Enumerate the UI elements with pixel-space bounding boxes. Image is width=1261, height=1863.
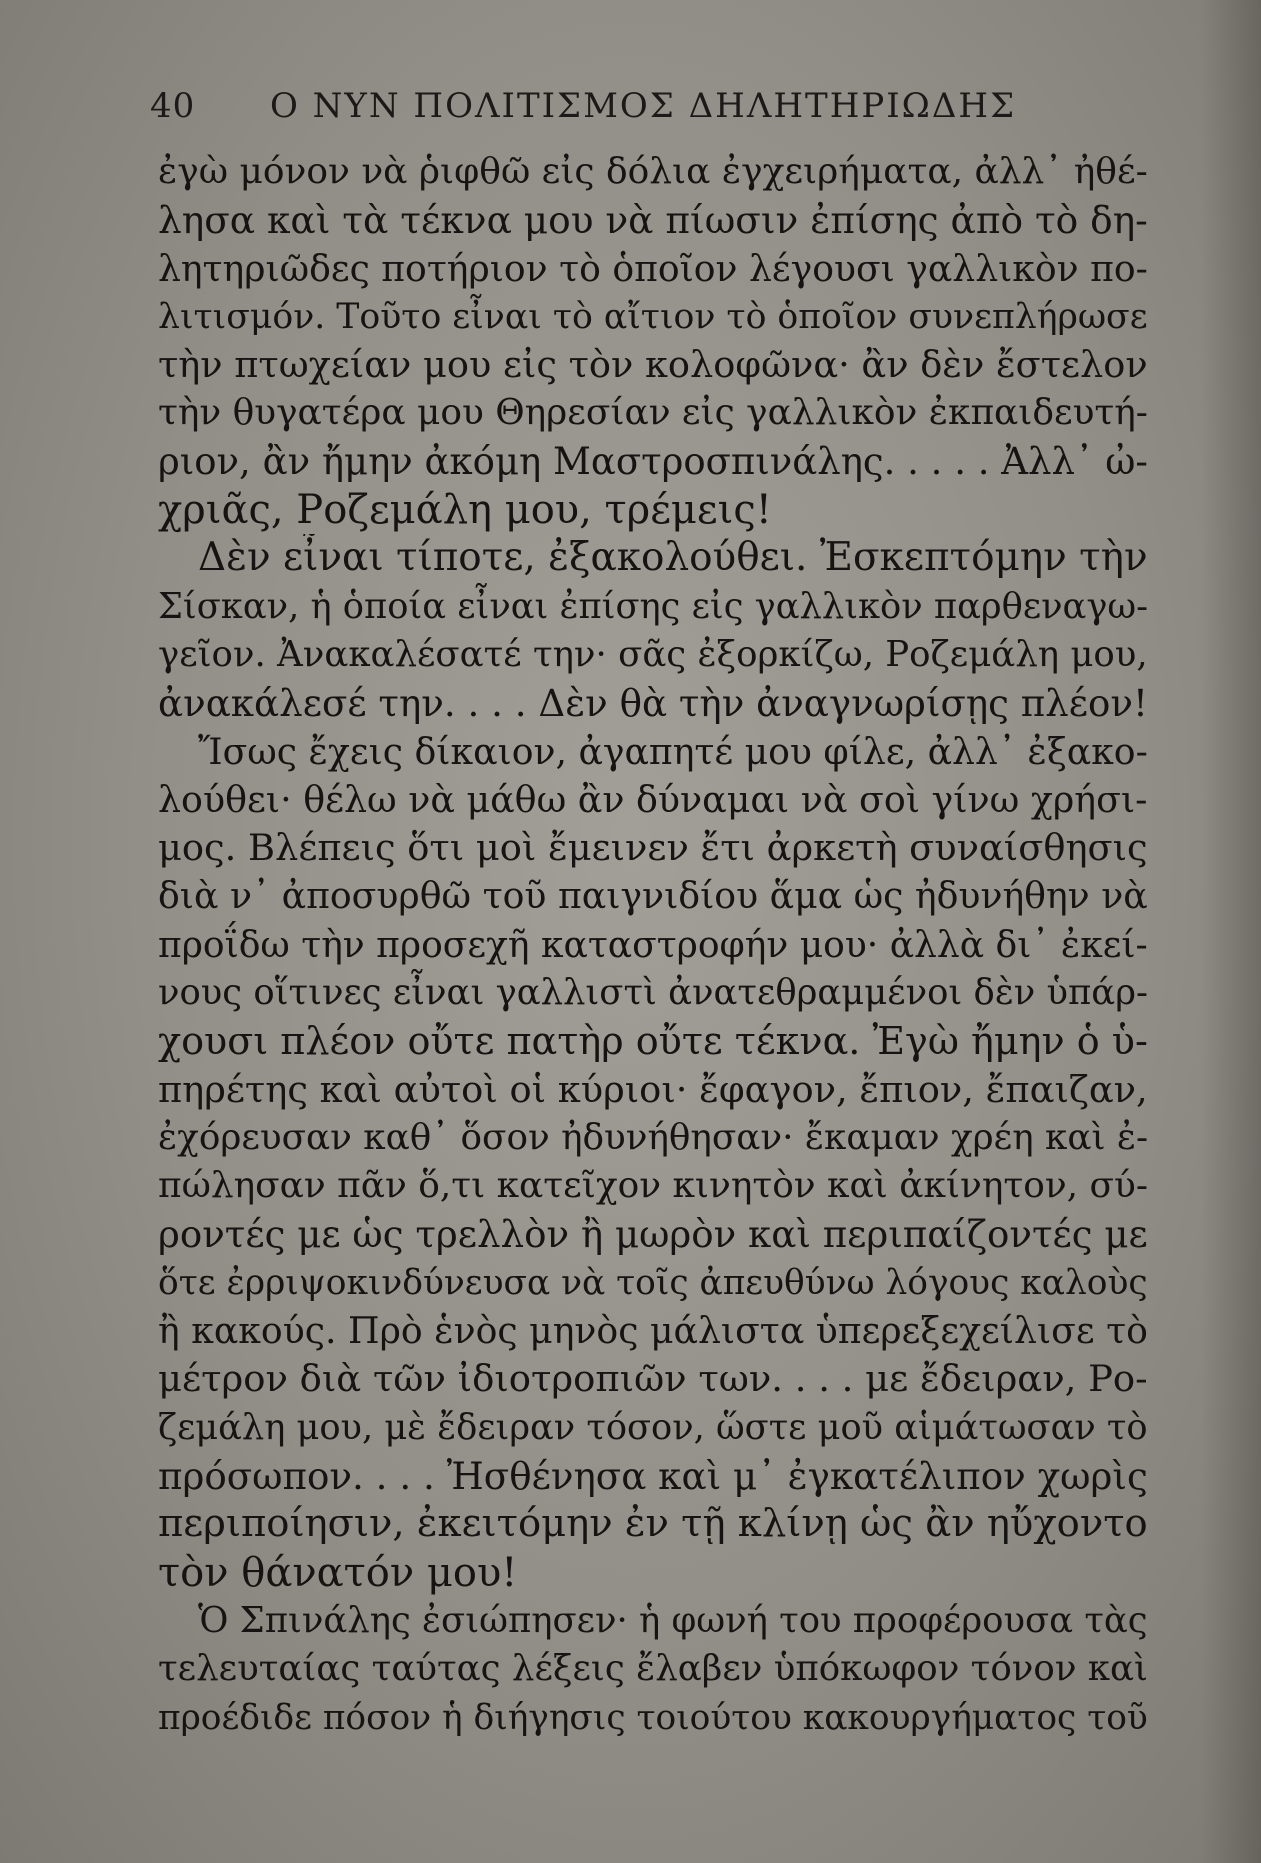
text-line: ριον, ἂν ἤμην ἀκόμη Μαστροσπινάλης. . . . . Ἀλλ᾽ ὠ- <box>158 439 1148 483</box>
text-line: ὅτε ἐρριψοκινδύνευσα νὰ τοῖς ἀπευθύνω λόγους καλοὺς <box>158 1262 1148 1303</box>
text-line: πώλησαν πᾶν ὅ,τι κατεῖχον κινητὸν καὶ ἀκίνητον, σύ- <box>158 1165 1148 1207</box>
text-line: ροντές με ὡς τρελλὸν ἢ μωρὸν καὶ περιπαίζοντές με <box>158 1212 1148 1256</box>
text-line: προΐδω τὴν προσεχῆ καταστροφήν μου· ἀλλὰ δι᾽ ἐκεί- <box>158 923 1148 966</box>
running-title: Ο ΝΥΝ ΠΟΛΙΤΙΣΜΟΣ ΔΗΛΗΤΗΡΙΩΔΗΣ <box>270 86 1017 126</box>
body-text <box>158 148 1148 1742</box>
text-line: τὴν πτωχείαν μου εἰς τὸν κολοφῶνα· ἂν δὲν ἔστελον <box>158 343 1148 387</box>
text-line: ἀνακάλεσέ την. . . . Δὲν θὰ τὴν ἀναγνωρίσῃς πλέον! <box>158 681 1148 726</box>
text-line: λησα καὶ τὰ τέκνα μου νὰ πίωσιν ἐπίσης ἀπὸ τὸ δη- <box>158 198 1148 243</box>
text-line: λητηριῶδες ποτήριον τὸ ὁποῖον λέγουσι γαλλικὸν πο- <box>158 246 1148 290</box>
text-line: Ὁ Σπινάλης ἐσιώπησεν· ἡ φωνή του προφέρουσα τὰς <box>198 1599 1148 1641</box>
text-line: τὸν θάνατόν μου! <box>158 1549 518 1596</box>
text-line: προέδιδε πόσον ἡ διήγησις τοιούτου κακουργήματος τοῦ <box>158 1697 1148 1738</box>
text-line: μέτρον διὰ τῶν ἰδιοτροπιῶν των. . . . με ἔδειραν, Ρο- <box>158 1357 1148 1401</box>
text-line: ἐχόρευσαν καθ᾽ ὅσον ἠδυνήθησαν· ἔκαμαν χρέη καὶ ἐ- <box>158 1116 1148 1158</box>
page-number: 40 <box>150 86 196 126</box>
text-line: ἢ κακούς. Πρὸ ἑνὸς μηνὸς μάλιστα ὑπερεξεχείλισε τὸ <box>158 1309 1148 1353</box>
text-line: περιποίησιν, ἐκειτόμην ἐν τῇ κλίνῃ ὡς ἂν ηὔχοντο <box>158 1501 1148 1547</box>
text-line: τὴν θυγατέρα μου Θηρεσίαν εἰς γαλλικὸν ἐκπαιδευτή- <box>158 392 1148 434</box>
text-line: Δὲν εἶναι τίποτε, ἐξακολούθει. Ἐσκεπτόμην τὴν <box>198 535 1148 581</box>
text-line: Ἴσως ἔχεις δίκαιον, ἀγαπητέ μου φίλε, ἀλλ᾽ ἐξακο- <box>198 729 1148 773</box>
text-line: γεῖον. Ἀνακαλέσατέ την· σᾶς ἐξορκίζω, Ροζεμάλη μου, <box>158 633 1148 675</box>
text-line: πρόσωπον. . . . Ἠσθένησα καὶ μ᾽ ἐγκατέλιπον χωρὶς <box>158 1454 1148 1499</box>
page-header <box>150 86 1110 136</box>
text-line: λούθει· θέλω νὰ μάθω ἂν δύναμαι νὰ σοὶ γίνω χρήσι- <box>158 777 1148 821</box>
text-line: λιτισμόν. Τοῦτο εἶναι τὸ αἴτιον τὸ ὁποῖον συνεπλήρωσε <box>158 296 1148 337</box>
text-line: χουσι πλέον οὔτε πατὴρ οὔτε τέκνα. Ἐγὼ ἤμην ὁ ὑ- <box>158 1019 1148 1064</box>
text-line: ζεμάλη μου, μὲ ἔδειραν τόσον, ὥστε μοῦ αἱμάτωσαν τὸ <box>158 1406 1148 1448</box>
text-line: διὰ ν᾽ ἀποσυρθῶ τοῦ παιγνιδίου ἅμα ὡς ἠδυνήθην νὰ <box>158 874 1148 918</box>
text-line: μος. Βλέπεις ὅτι μοὶ ἔμεινεν ἔτι ἀρκετὴ συναίσθησις <box>158 826 1148 870</box>
text-line: Σίσκαν, ἡ ὁποία εἶναι ἐπίσης εἰς γαλλικὸν παρθεναγω- <box>158 585 1148 627</box>
text-line: νους οἵτινες εἶναι γαλλιστὶ ἀνατεθραμμένοι δὲν ὑπάρ- <box>158 972 1148 1014</box>
text-line: πηρέτης καὶ αὐτοὶ οἱ κύριοι· ἔφαγον, ἔπιον, ἔπαιζαν, <box>158 1067 1148 1111</box>
text-line: τελευταίας ταύτας λέξεις ἔλαβεν ὑπόκωφον τόνον καὶ <box>158 1648 1148 1690</box>
text-line: ἐγὼ μόνον νὰ ῥιφθῶ εἰς δόλια ἐγχειρήματα, ἀλλ᾽ ἠθέ- <box>158 151 1148 192</box>
text-line: χριᾶς, Ροζεμάλη μου, τρέμεις! <box>158 487 772 534</box>
